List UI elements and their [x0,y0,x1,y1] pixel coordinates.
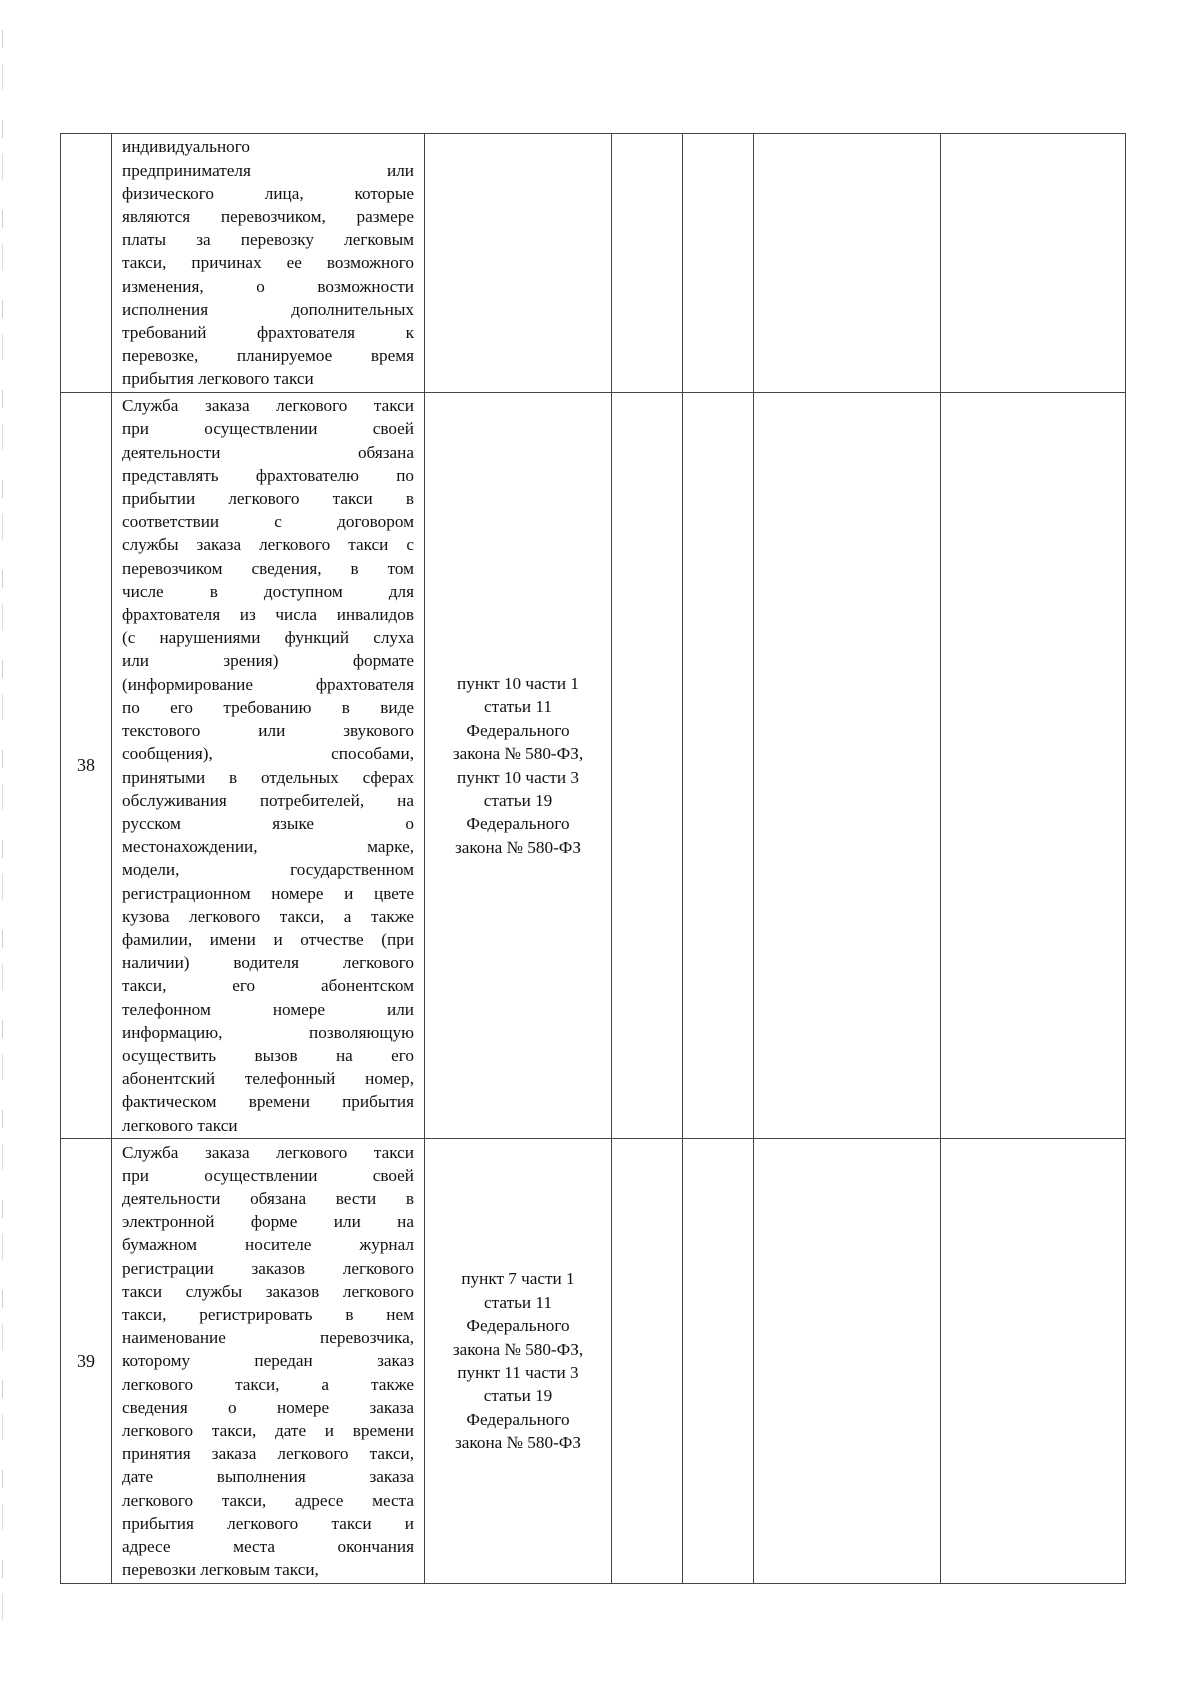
text-line: такси, регистрировать в нем [122,1304,414,1324]
empty-cell [941,393,1126,1139]
text-line: исполнения дополнительных [122,299,414,319]
text-line: такси, причинах ее возможного [122,253,414,273]
text-line: перевозке, планируемое время [122,346,414,366]
text-line: легкового такси, дате и времени [122,1421,414,1440]
text-line: закона № 580-ФЗ [454,1433,581,1453]
text-line: изменения, о возможности [122,276,414,296]
empty-cell [941,134,1126,393]
text-line: наличии) водителя легкового [122,953,414,973]
text-line: текстового или звукового [122,721,414,741]
text-line: службы заказа легкового такси с [122,535,414,555]
text-line: соответствии с договором [122,512,414,532]
text-line: которому передан заказ [122,1351,414,1371]
text-line: Федерального [466,1409,570,1429]
text-line: индивидуального [122,137,250,157]
text-line: дате выполнения заказа [122,1467,414,1487]
text-line: пункт 10 части 3 [457,767,579,787]
text-line: Служба заказа легкового такси [122,1142,414,1162]
text-line: прибытия легкового такси [122,369,314,389]
text-line: закона № 580-ФЗ, [452,1339,584,1359]
text-line: легкового такси, а также [122,1374,414,1394]
text-line: предпринимателя или [122,160,414,180]
text-line: такси, его абонентском [122,976,414,996]
empty-cell [683,134,754,393]
text-line: принятыми в отдельных сферах [122,767,414,787]
text-line: требований фрахтователя к [122,323,414,342]
text-line: при осуществлении своей [122,419,414,439]
text-line: такси службы заказов легкового [122,1281,414,1301]
text-line: статьи 11 [484,1292,552,1312]
text-line: абонентский телефонный номер, [122,1069,414,1089]
text-line: сведения о номере заказа [122,1397,414,1417]
text-line: перевозчиком сведения, в том [122,558,414,578]
empty-cell [941,1139,1126,1584]
text-line: принятия заказа легкового такси, [122,1444,414,1464]
text-line: деятельности обязана вести в [122,1188,414,1208]
text-line: местонахождении, марке, [122,837,414,857]
scan-edge-artifact [2,30,3,1650]
text-line: легкового такси [122,1115,238,1135]
text-line: статьи 19 [483,790,553,810]
text-line: прибытии легкового такси в [122,489,414,509]
text-line: (информирование фрахтователя [122,674,414,694]
empty-cell [612,1139,683,1584]
text-line: перевозки легковым такси, [122,1560,319,1580]
row-number: 39 [61,1139,112,1584]
text-line: представлять фрахтователю по [122,465,414,485]
text-line: пункт 7 части 1 [461,1269,575,1289]
text-line: статьи 19 [483,1386,553,1406]
text-line: статьи 11 [484,697,552,717]
empty-cell [612,393,683,1139]
text-line: деятельности обязана [122,442,414,462]
table-row [61,1139,1126,1584]
text-line: адресе места окончания [122,1537,414,1557]
text-line: числе в доступном для [122,581,414,601]
text-line: Служба заказа легкового такси [122,396,414,416]
text-line: пункт 10 части 1 [457,673,579,693]
text-line: кузова легкового такси, а также [122,906,414,926]
text-line: физического лица, которые [122,183,414,203]
text-line: информацию, позволяющую [122,1022,414,1042]
row-number [61,134,112,393]
text-line: являются перевозчиком, размере [122,206,414,226]
empty-cell [754,1139,941,1584]
text-line: (с нарушениями функций слуха [122,628,414,648]
empty-cell [754,134,941,393]
text-line: Федерального [466,720,570,740]
text-line: телефонном номере или [122,999,414,1019]
requirement-text [122,134,414,391]
legal-reference-text [425,1267,611,1454]
text-line: бумажном носителе журнал [122,1235,414,1255]
legal-reference-cell [425,393,612,1139]
text-line: фактическом времени прибытия [122,1092,414,1112]
text-line: русском языке о [122,813,414,833]
text-line: осуществить вызов на его [122,1045,414,1065]
table-row [61,393,1126,1139]
legal-reference-text [425,672,611,859]
requirement-text [122,393,414,1138]
empty-cell [683,1139,754,1584]
text-line: закона № 580-ФЗ [454,837,581,857]
text-line: платы за перевозку легковым [122,230,414,250]
checklist-table [60,133,1126,1584]
text-line: или зрения) формате [122,651,414,671]
text-line: регистрации заказов легкового [122,1258,414,1278]
text-line: прибытия легкового такси и [122,1513,414,1533]
row-number: 38 [61,393,112,1139]
text-line: Федерального [466,814,570,834]
text-line: электронной форме или на [122,1212,414,1232]
requirement-cell [112,393,425,1139]
text-line: модели, государственном [122,860,414,880]
text-line: наименование перевозчика, [122,1328,414,1348]
empty-cell [612,134,683,393]
text-line: по его требованию в виде [122,697,414,717]
text-line: регистрационном номере и цвете [122,883,414,903]
text-line: закона № 580-ФЗ, [452,744,584,764]
text-line: пункт 11 части 3 [457,1363,579,1382]
legal-reference-cell [425,1139,612,1584]
text-line: сообщения), способами, [122,744,414,764]
text-line: при осуществлении своей [122,1165,414,1185]
text-line: легкового такси, адресе места [122,1490,414,1510]
requirement-cell [112,134,425,393]
table-row [61,134,1126,393]
text-line: обслуживания потребителей, на [122,790,414,810]
text-line: Федерального [466,1316,570,1336]
requirement-cell [112,1139,425,1584]
text-line: фамилии, имени и отчестве (при [122,929,414,949]
legal-reference-cell [425,134,612,393]
empty-cell [683,393,754,1139]
requirement-text [122,1140,414,1583]
text-line: фрахтователя из числа инвалидов [122,605,414,625]
empty-cell [754,393,941,1139]
